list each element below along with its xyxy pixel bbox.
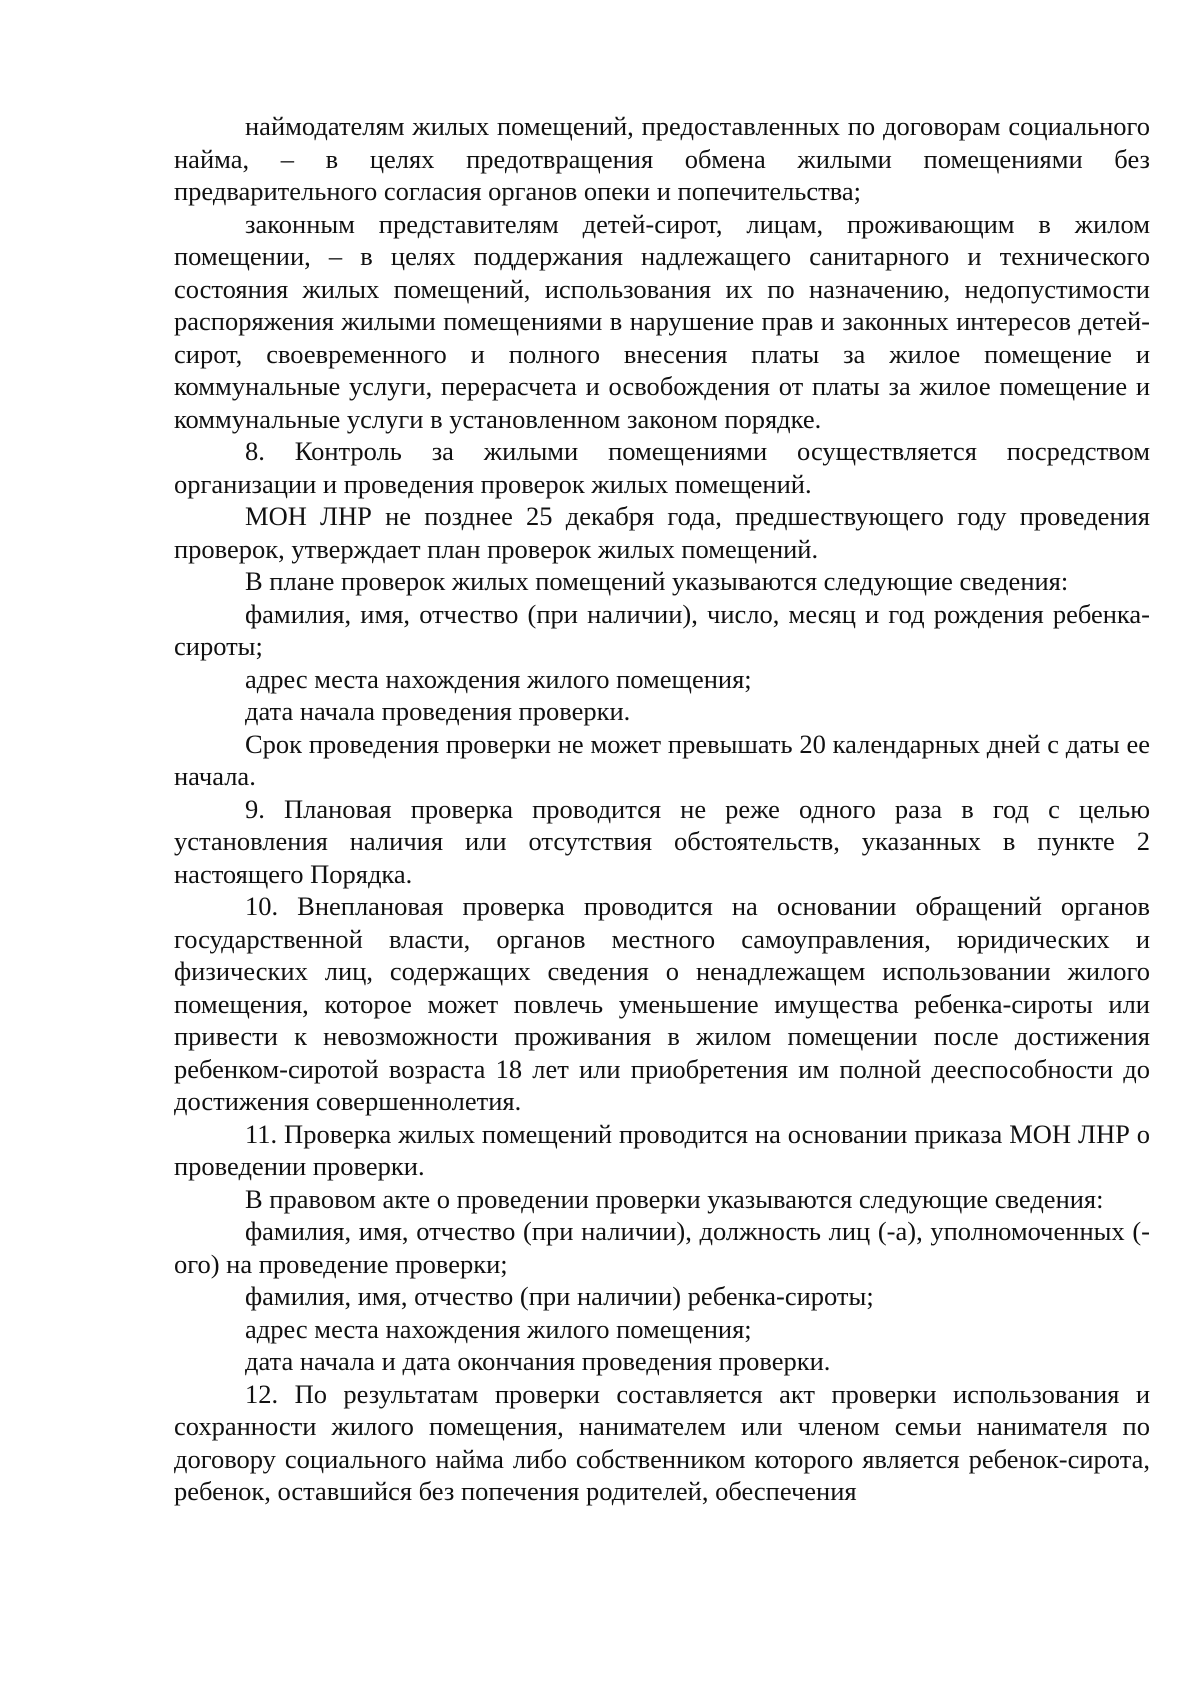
paragraph-item-9: 9. Плановая проверка проводится не реже одного раза в год с целью установления наличия или отсутствия обстоятельств, указанных в пункте 2 настоящего Порядка. (174, 793, 1150, 889)
paragraph-item-11: 11. Проверка жилых помещений проводится на основании приказа МОН ЛНР о проведении проверки. (174, 1118, 1150, 1181)
paragraph-act-address: адрес места нахождения жилого помещения; (245, 1313, 752, 1344)
paragraph-item-12: 12. По результатам проверки составляется акт проверки использования и сохранности жилого помещения, нанимателем или членом семьи нанимателя по договору социального найма либо собственником которого является ребенок-сирота, ребенок, оставшийся без попечения родителей, обеспечения (174, 1378, 1150, 1506)
paragraph-act-child-name: фамилия, имя, отчество (при наличии) ребенка-сироты; (245, 1281, 874, 1311)
document-page (174, 110, 1150, 1508)
paragraph-act-officials: фамилия, имя, отчество (при наличии), должность лиц (-а), уполномоченных (-ого) на проведение проверки; (174, 1216, 1150, 1279)
paragraph-plan-start-date: дата начала проведения проверки. (245, 696, 631, 726)
paragraph-item-8: 8. Контроль за жилыми помещениями осуществляется посредством организации и проведения проверок жилых помещений. (174, 436, 1150, 499)
paragraph-legal-act-intro: В правовом акте о проведении проверки указываются следующие сведения: (245, 1183, 1104, 1214)
paragraph-item-10: 10. Внеплановая проверка проводится на основании обращений органов государственной власти, органов местного самоуправления, юридических и физических лиц, содержащих сведения о ненадлежащем использовании жилого помещения, которое может повлечь уменьшение имущества ребенка-сироты или привести к невозможности проживания в жилом помещении после достижения ребенком-сиротой возраста 18 лет или приобретения им полной дееспособности до достижения совершеннолетия. (174, 891, 1150, 1116)
paragraph-landlords: наймодателям жилых помещений, предоставленных по договорам социального найма, – в целях предотвращения обмена жилыми помещениями без предварительного согласия органов опеки и попечительства; (174, 111, 1150, 206)
paragraph-act-dates: дата начала и дата окончания проведения проверки. (245, 1346, 831, 1376)
paragraph-plan-contents-intro: В плане проверок жилых помещений указываются следующие сведения: (245, 566, 1069, 596)
paragraph-inspection-plan-approval: МОН ЛНР не позднее 25 декабря года, предшествующего году проведения проверок, утверждает план проверок жилых помещений. (174, 501, 1150, 564)
paragraph-inspection-duration: Срок проведения проверки не может превышать 20 календарных дней с даты ее начала. (174, 728, 1150, 791)
paragraph-legal-representatives: законным представителям детей-сирот, лицам, проживающим в жилом помещении, – в целях поддержания надлежащего санитарного и технического состояния жилых помещений, использования их по назначению, недопустимости распоряжения жилыми помещениями в нарушение прав и законных интересов детей-сирот, своевременного и полного внесения платы за жилое помещение и коммунальные услуги, перерасчета и освобождения от платы за жилое помещение и коммунальные услуги в установленном законом порядке. (174, 208, 1150, 434)
paragraph-plan-child-name: фамилия, имя, отчество (при наличии), число, месяц и год рождения ребенка-сироты; (174, 598, 1150, 661)
paragraph-plan-address: адрес места нахождения жилого помещения; (245, 663, 752, 694)
